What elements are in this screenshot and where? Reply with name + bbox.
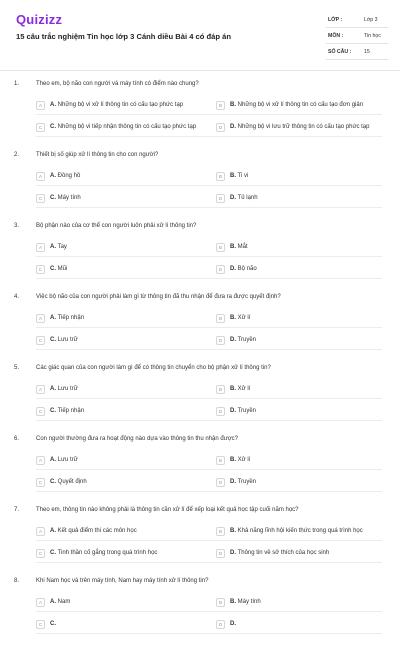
option-letter: A.	[50, 528, 56, 534]
question-item	[0, 575, 400, 646]
option-letter: B.	[230, 528, 236, 534]
option-divider	[36, 540, 382, 541]
option-letter: C.	[50, 124, 56, 130]
option-letter: C.	[50, 408, 56, 414]
option-key-box: A	[36, 456, 45, 465]
option-label: Khả năng lĩnh hội kiến thức trong quá trình học	[237, 528, 363, 534]
option-text	[230, 621, 380, 628]
question-number: 6.	[14, 436, 20, 442]
option-text	[230, 102, 380, 109]
option-label: Tiếp nhận	[57, 408, 85, 414]
option-letter: C.	[50, 621, 56, 627]
option-label: Mũi	[57, 266, 68, 272]
option-key-box: A	[36, 172, 45, 181]
option-key-box: B	[216, 598, 225, 607]
option-text	[230, 599, 380, 606]
option-key-box: D	[216, 123, 225, 132]
option-divider	[36, 469, 382, 470]
option-label: Tinh thần cố gắng trong quá trình học	[57, 550, 158, 556]
option-text	[230, 266, 380, 273]
option-letter: A.	[50, 386, 56, 392]
option-letter: D.	[230, 550, 236, 556]
option-key-box: C	[36, 549, 45, 558]
option-letter: B.	[230, 386, 236, 392]
option-letter: D.	[230, 124, 236, 130]
option-divider	[36, 185, 382, 186]
question-number: 2.	[14, 152, 20, 158]
option-label: Lưu trữ	[57, 337, 78, 343]
option-label: Bộ não	[237, 266, 257, 272]
option-text	[230, 315, 380, 322]
option-text	[50, 244, 200, 251]
option-letter: D.	[230, 479, 236, 485]
page-title: 15 câu trắc nghiệm Tin học lớp 3 Cánh diều Bài 4 có đáp án	[16, 32, 231, 41]
question-number: 4.	[14, 294, 20, 300]
question-text: Khi Nam học và trên máy tính, Nam hay máy tính xử lí thông tin?	[36, 578, 209, 584]
option-key-box: B	[216, 172, 225, 181]
option-key-box: D	[216, 478, 225, 487]
option-key-box: C	[36, 478, 45, 487]
option-text	[50, 337, 200, 344]
option-divider	[36, 327, 382, 328]
option-letter: B.	[230, 173, 236, 179]
option-letter: C.	[50, 195, 56, 201]
option-key-box: A	[36, 598, 45, 607]
meta-value: 15	[364, 49, 370, 55]
option-key-box: C	[36, 336, 45, 345]
option-text	[50, 550, 200, 557]
option-text	[230, 479, 380, 486]
option-text	[230, 337, 380, 344]
option-text	[230, 244, 380, 251]
option-key-box: B	[216, 385, 225, 394]
option-label: Truyền	[237, 337, 257, 343]
option-key-box: A	[36, 243, 45, 252]
question-text: Bộ phận nào của cơ thể con người luôn phải xử lí thông tin?	[36, 223, 197, 229]
meta-row-grade	[326, 14, 388, 28]
option-letter: B.	[230, 244, 236, 250]
question-item	[0, 78, 400, 149]
option-label: Truyền	[237, 479, 257, 485]
option-key-box: B	[216, 314, 225, 323]
option-letter: A.	[50, 173, 56, 179]
option-text	[50, 173, 200, 180]
option-text	[50, 457, 200, 464]
option-text	[230, 173, 380, 180]
option-divider	[36, 207, 382, 208]
option-text	[50, 621, 200, 628]
option-label: Lưu trữ	[57, 386, 78, 392]
option-text	[50, 528, 200, 535]
option-text	[50, 386, 200, 393]
option-label: Xử lí	[237, 315, 251, 321]
option-key-box: D	[216, 336, 225, 345]
option-key-box: A	[36, 385, 45, 394]
option-key-box: B	[216, 456, 225, 465]
meta-row-subject	[326, 30, 388, 44]
meta-info	[326, 14, 388, 62]
option-letter: C.	[50, 266, 56, 272]
option-divider	[36, 420, 382, 421]
question-item	[0, 504, 400, 575]
option-letter: D.	[230, 195, 236, 201]
option-text	[50, 124, 200, 131]
option-key-box: A	[36, 101, 45, 110]
option-key-box: D	[216, 265, 225, 274]
option-label: Thông tin về sở thích của học sinh	[237, 550, 330, 556]
option-letter: C.	[50, 337, 56, 343]
quizizz-logo: Quizizz	[16, 12, 63, 27]
worksheet-header	[0, 0, 400, 72]
option-text	[230, 195, 380, 202]
question-number: 3.	[14, 223, 20, 229]
meta-value: Tin học	[364, 33, 381, 39]
option-label: Xử lí	[237, 457, 251, 463]
option-label: Mắt	[237, 244, 248, 250]
option-label: Tiếp nhận	[57, 315, 85, 321]
option-letter: D.	[230, 266, 236, 272]
question-text: Các giác quan của con người làm gì để có thông tin chuyển cho bộ phận xử lí thông tin?	[36, 365, 271, 371]
option-text	[230, 457, 380, 464]
meta-label: SỐ CÂU :	[328, 49, 352, 55]
option-label: Đồng hồ	[57, 173, 81, 179]
option-text	[50, 315, 200, 322]
question-item	[0, 433, 400, 504]
option-key-box: C	[36, 123, 45, 132]
option-text	[50, 102, 200, 109]
option-divider	[36, 633, 382, 634]
option-key-box: B	[216, 243, 225, 252]
option-text	[50, 195, 200, 202]
option-label: Những bộ vi xử lí thông tin có cấu tạo phức tạp	[57, 102, 184, 108]
option-label: Nam	[57, 599, 71, 605]
option-divider	[36, 256, 382, 257]
question-text: Con người thường đưa ra hoạt động nào dựa vào thông tin thu nhận được?	[36, 436, 239, 442]
option-key-box: B	[216, 527, 225, 536]
option-key-box: D	[216, 620, 225, 629]
question-list	[0, 78, 400, 646]
meta-row-count	[326, 46, 388, 60]
option-key-box: D	[216, 549, 225, 558]
option-key-box: B	[216, 101, 225, 110]
option-divider	[36, 136, 382, 137]
option-label: Máy tính	[57, 195, 81, 201]
option-letter: C.	[50, 550, 56, 556]
option-text	[230, 528, 380, 535]
meta-value: Lớp 3	[364, 17, 378, 23]
option-label: Ti vi	[237, 173, 249, 179]
option-text	[50, 408, 200, 415]
option-letter: C.	[50, 479, 56, 485]
question-item	[0, 291, 400, 362]
option-label: Lưu trữ	[57, 457, 78, 463]
option-divider	[36, 349, 382, 350]
option-divider	[36, 562, 382, 563]
question-number: 7.	[14, 507, 20, 513]
question-text: Việc bộ não của con người phải làm gì từ thông tin đã thu nhận để đưa ra được quyết định?	[36, 294, 281, 300]
option-key-box: C	[36, 265, 45, 274]
header-divider	[0, 70, 400, 71]
meta-label: LỚP :	[328, 17, 343, 23]
option-label: Truyền	[237, 408, 257, 414]
option-letter: B.	[230, 457, 236, 463]
option-letter: B.	[230, 315, 236, 321]
question-item	[0, 362, 400, 433]
question-item	[0, 149, 400, 220]
option-divider	[36, 114, 382, 115]
option-divider	[36, 491, 382, 492]
option-label: Kết quả điểm thi các môn học	[57, 528, 137, 534]
option-letter: B.	[230, 599, 236, 605]
option-letter: B.	[230, 102, 236, 108]
question-item	[0, 220, 400, 291]
option-text	[230, 408, 380, 415]
option-label: Những bộ vi tiếp nhận thông tin có cấu tạo phức tạp	[57, 124, 197, 130]
option-text	[230, 124, 380, 131]
question-text: Theo em, thông tin nào không phải là thông tin cần xử lí để xếp loại kết quả học tập cuối năm học?	[36, 507, 299, 513]
option-divider	[36, 278, 382, 279]
option-key-box: C	[36, 407, 45, 416]
option-label: Những bộ vi lưu trữ thông tin có cấu tạo phức tạp	[237, 124, 370, 130]
option-text	[50, 479, 200, 486]
option-label: Xử lí	[237, 386, 251, 392]
option-letter: A.	[50, 102, 56, 108]
option-letter: A.	[50, 457, 56, 463]
meta-label: MÔN :	[328, 33, 344, 39]
option-label: Tủ lạnh	[237, 195, 258, 201]
option-key-box: A	[36, 314, 45, 323]
option-letter: D.	[230, 621, 236, 627]
option-letter: A.	[50, 599, 56, 605]
question-text: Thiết bị số giúp xử lí thông tin cho con người?	[36, 152, 159, 158]
option-text	[50, 266, 200, 273]
option-key-box: C	[36, 194, 45, 203]
option-label: Quyết định	[57, 479, 87, 485]
option-letter: A.	[50, 244, 56, 250]
question-number: 8.	[14, 578, 20, 584]
option-key-box: D	[216, 407, 225, 416]
option-key-box: D	[216, 194, 225, 203]
option-text	[230, 386, 380, 393]
option-text	[230, 550, 380, 557]
option-letter: D.	[230, 408, 236, 414]
option-label: Những bộ vi xử lí thông tin có cấu tạo đơn giản	[237, 102, 364, 108]
option-key-box: C	[36, 620, 45, 629]
question-text: Theo em, bộ não con người và máy tính có điểm nào chung?	[36, 81, 199, 87]
option-label: Máy tính	[237, 599, 261, 605]
option-letter: A.	[50, 315, 56, 321]
option-text	[50, 599, 200, 606]
option-label: Tay	[57, 244, 67, 250]
question-number: 1.	[14, 81, 20, 87]
option-divider	[36, 611, 382, 612]
option-letter: D.	[230, 337, 236, 343]
option-key-box: A	[36, 527, 45, 536]
question-number: 5.	[14, 365, 20, 371]
option-divider	[36, 398, 382, 399]
